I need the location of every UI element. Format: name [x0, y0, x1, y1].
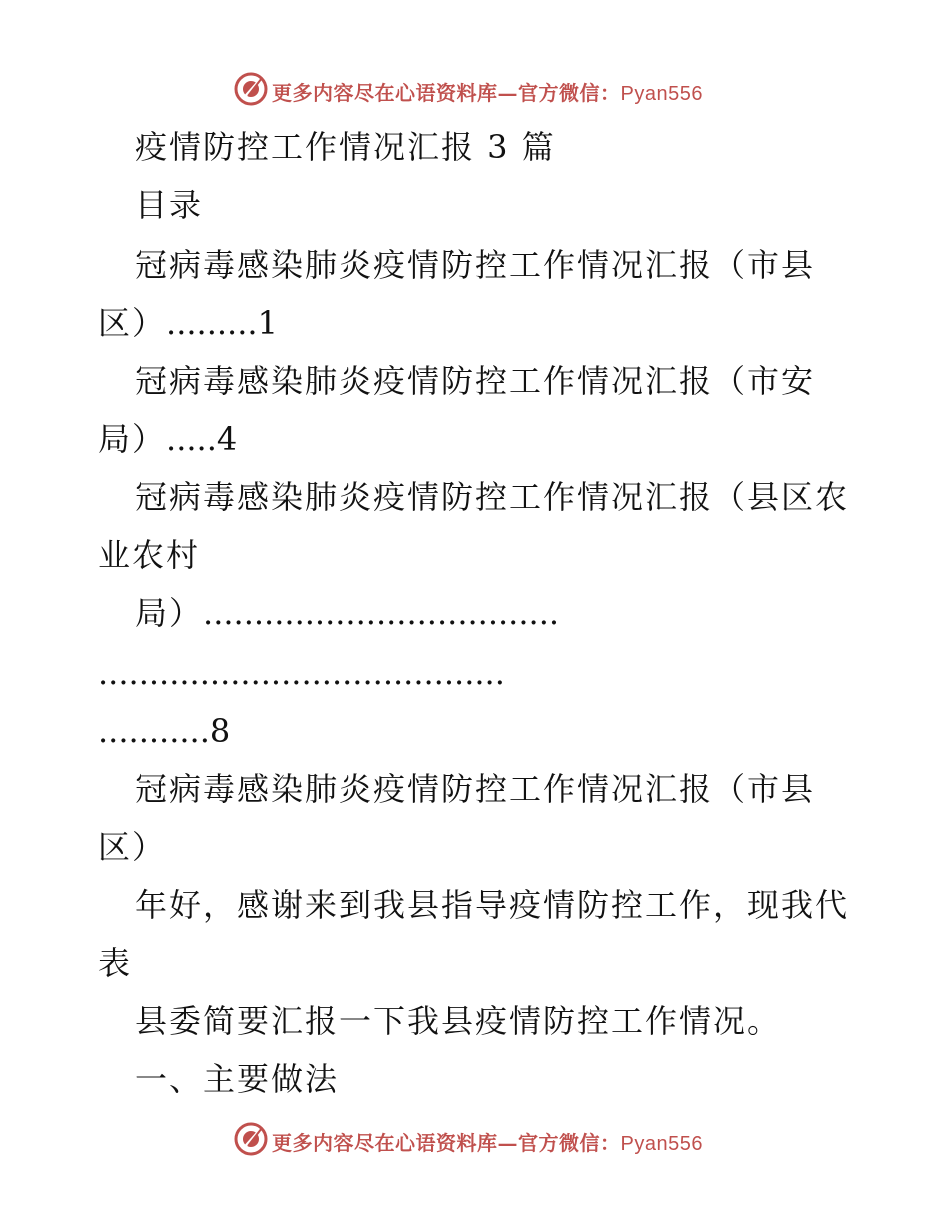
- section-title-line1: 冠病毒感染肺炎疫情防控工作情况汇报（市县: [135, 770, 816, 808]
- section-title-line2: 区）: [98, 828, 167, 866]
- footer-banner: [0, 1120, 950, 1160]
- header-wechat-id: Pyan556: [620, 83, 703, 105]
- toc-entry-3-line2: 业农村: [98, 536, 201, 574]
- toc-entry-2-page: 4: [216, 420, 240, 458]
- toc-heading: 目录: [135, 186, 204, 224]
- header-banner: [0, 70, 950, 110]
- footer-banner-text: 更多内容尽在心语资料库—官方微信：Pyan556: [272, 1131, 703, 1155]
- document-title: 疫情防控工作情况汇报 3 篇: [135, 128, 556, 166]
- toc-entry-1-line2: 区）.........1: [98, 304, 280, 342]
- toc-entry-1-line1: 冠病毒感染肺炎疫情防控工作情况汇报（市县: [135, 246, 816, 284]
- toc-entry-3-line4: ........................................: [98, 654, 505, 692]
- toc-entry-2-line1: 冠病毒感染肺炎疫情防控工作情况汇报（市安: [135, 362, 816, 400]
- body-line-2: 表: [98, 944, 133, 982]
- toc-entry-3-line1: 冠病毒感染肺炎疫情防控工作情况汇报（县区农: [135, 478, 850, 516]
- body-line-1: 年好，感谢来到我县指导疫情防控工作，现我代: [135, 886, 850, 924]
- body-line-3: 县委简要汇报一下我县疫情防控工作情况。: [135, 1002, 782, 1040]
- header-banner-text: 更多内容尽在心语资料库—官方微信：Pyan556: [272, 81, 703, 105]
- footer-wechat-id: Pyan556: [620, 1133, 703, 1155]
- toc-entry-3-page: 8: [209, 712, 233, 750]
- toc-entry-2-line2: 局）.....4: [98, 420, 240, 458]
- brand-logo-icon: [234, 72, 268, 106]
- toc-entry-1-page: 1: [257, 304, 280, 342]
- brand-logo-icon: [234, 1122, 268, 1156]
- toc-entry-3-line3: 局）...................................: [135, 594, 560, 632]
- subheading: 一、主要做法: [135, 1060, 340, 1098]
- toc-entry-3-line5: ...........8: [98, 712, 233, 750]
